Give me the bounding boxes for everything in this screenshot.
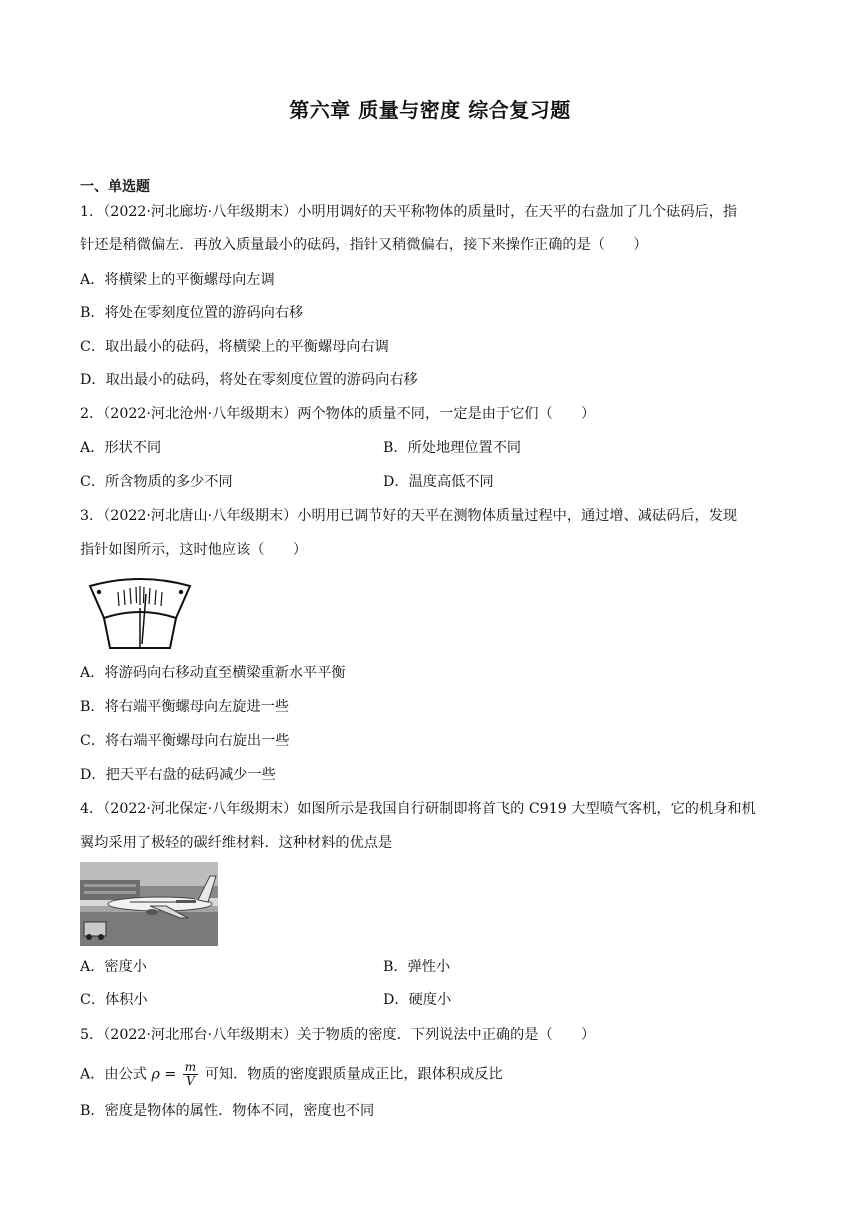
question-1-option-c: C．取出最小的砝码，将横梁上的平衡螺母向右调 [80,339,389,355]
question-2-option-d: D．温度高低不同 [383,474,494,490]
fraction-numerator: m [184,1060,197,1074]
question-4-option-b: B．弹性小 [383,959,451,975]
question-2-option-c: C．所含物质的多少不同 [80,474,233,490]
question-1-option-d: D．取出最小的砝码，将处在零刻度位置的游码向右移 [80,372,418,388]
rho-symbol: ρ [151,1066,160,1083]
mass-over-volume-fraction [183,1061,198,1088]
question-3-option-d: D．把天平右盘的砝码减少一些 [80,767,276,783]
question-3-option-b: B．将右端平衡螺母向左旋进一些 [80,699,290,715]
question-3-line-1: 3．（2022·河北唐山·八年级期末）小明用已调节好的天平在测物体质量过程中，通过增、减砝码后，发现 [80,508,738,524]
question-1-option-b: B．将处在零刻度位置的游码向右移 [80,305,304,321]
question-3-option-a: A．将游码向右移动直至横梁重新水平平衡 [80,665,346,681]
section-heading: 一、单选题 [80,179,150,195]
question-4-line-1: 4．（2022·河北保定·八年级期末）如图所示是我国自行研制即将首飞的 C919 大型喷气客机，它的机身和机 [80,801,756,817]
question-4-line-2: 翼均采用了极轻的碳纤维材料．这种材料的优点是 [80,835,393,851]
question-5-option-a [80,1061,503,1088]
question-1-line-1: 1．（2022·河北廊坊·八年级期末）小明用调好的天平称物体的质量时，在天平的右盘加了几个砝码后，指 [80,204,738,220]
option-a-suffix: 可知．物质的密度跟质量成正比，跟体积成反比 [204,1066,503,1083]
question-4-option-a: A．密度小 [80,959,147,975]
option-a-prefix: A．由公式 [80,1066,147,1083]
question-4-option-c: C．体积小 [80,992,148,1008]
page-title: 第六章 质量与密度 综合复习题 [289,98,571,122]
balance-pointer-figure [88,578,192,650]
question-3-option-c: C．将右端平衡螺母向右旋出一些 [80,733,290,749]
c919-airplane-photo [80,862,218,946]
question-4-option-d: D．硬度小 [383,992,452,1008]
question-2-line-1: 2．（2022·河北沧州·八年级期末）两个物体的质量不同，一定是由于它们（ ） [80,406,596,422]
question-2-option-b: B．所处地理位置不同 [383,440,522,456]
question-1-option-a: A．将横梁上的平衡螺母向左调 [80,272,275,288]
fraction-denominator: V [186,1074,195,1088]
question-5-option-b: B．密度是物体的属性．物体不同，密度也不同 [80,1103,375,1119]
question-2-option-a: A．形状不同 [80,440,162,456]
question-3-line-2: 指针如图所示，这时他应该（ ） [80,542,308,558]
question-1-line-2: 针还是稍微偏左．再放入质量最小的砝码，指针又稍微偏右，接下来操作正确的是（ ） [80,237,648,253]
question-5-line-1: 5．（2022·河北邢台·八年级期末）关于物质的密度．下列说法中正确的是（ ） [80,1027,596,1043]
equals-sign: = [164,1066,177,1083]
